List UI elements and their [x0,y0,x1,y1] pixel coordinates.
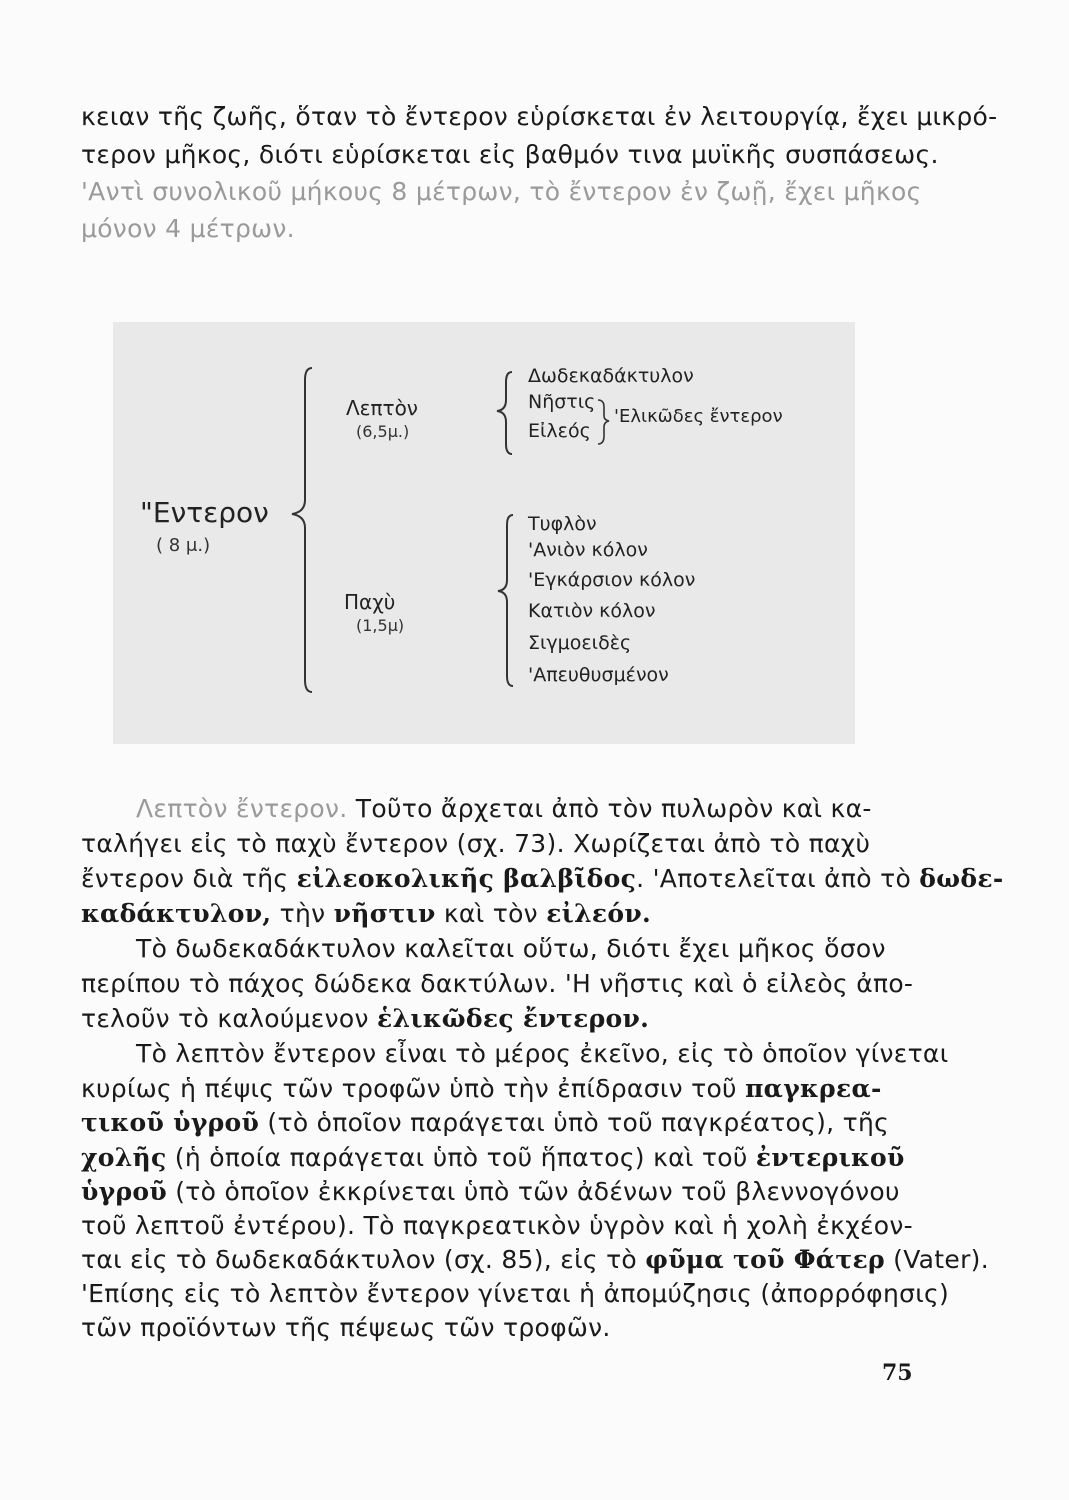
diagram-thin-part: Δωδεκαδάκτυλον [528,365,694,387]
diagram-thin-part: Νῆστις [528,391,596,413]
body-line: τελοῦν τὸ καλούμενον ἑλικῶδες ἔντερον. [81,1004,650,1033]
page-number: 75 [882,1360,913,1386]
diagram-thick-part: 'Ανιὸν κόλον [528,539,648,561]
body-line: κυρίως ἡ πέψις τῶν τροφῶν ὑπὸ τὴν ἐπίδρασιν τοῦ παγκρεα- [81,1074,882,1103]
top-line-1: κειαν τῆς ζωῆς, ὅταν τὸ ἔντερον εὑρίσκεται ἐν λειτουργίᾳ, ἔχει μικρό- [81,102,998,131]
body-line: περίπου τὸ πάχος δώδεκα δακτύλων. 'Η νῆστις καὶ ὁ εἰλεὸς ἀπο- [81,969,914,998]
body-line: τικοῦ ὑγροῦ (τὸ ὁποῖον παράγεται ὑπὸ τοῦ παγκρέατος), τῆς [81,1108,890,1137]
body-line: Τὸ λεπτὸν ἔντερον εἶναι τὸ μέρος ἐκεῖνο, εἰς τὸ ὁποῖον γίνεται [136,1039,949,1068]
body-line: ὑγροῦ (τὸ ὁποῖον ἐκκρίνεται ὑπὸ τῶν ἀδένων τοῦ βλεννογόνου [81,1177,900,1206]
section-heading: Λεπτὸν ἔντερον. [136,794,348,823]
diagram-root: "Εντερον [140,496,269,529]
body-line: ἔντερον διὰ τῆς εἰλεοκολικῆς βαλβῖδος. 'Αποτελεῖται ἀπὸ τὸ δωδε- [81,864,1004,893]
diagram-root-size: ( 8 μ.) [156,535,211,556]
diagram-thin-size: (6,5μ.) [356,422,410,441]
body-line: Λεπτὸν ἔντερον. Τοῦτο ἄρχεται ἀπὸ τὸν πυλωρὸν καὶ κα- [136,794,872,823]
top-line-3: 'Αντὶ συνολικοῦ μήκους 8 μέτρων, τὸ ἔντερον ἐν ζωῇ, ἔχει μῆκος [81,177,922,206]
body-line: τοῦ λεπτοῦ ἐντέρου). Τὸ παγκρεατικὸν ὑγρὸν καὶ ἡ χολὴ ἐκχέον- [81,1211,913,1240]
body-line: Τὸ δωδεκαδάκτυλον καλεῖται οὕτω, διότι ἔχει μῆκος ὅσον [136,934,886,963]
diagram-thick-part: 'Εγκάρσιον κόλον [528,569,696,591]
diagram-thick-size: (1,5μ) [356,616,405,635]
diagram-thin-part: Εἰλεός [528,420,591,442]
diagram-thick-part: Σιγμοειδὲς [528,632,632,654]
body-line: ταλήγει εἰς τὸ παχὺ ἔντερον (σχ. 73). Χωρίζεται ἀπὸ τὸ παχὺ [81,829,871,858]
body-line: ται εἰς τὸ δωδεκαδάκτυλον (σχ. 85), εἰς τὸ φῦμα τοῦ Φάτερ (Vater). [81,1245,989,1274]
body-line: 'Επίσης εἰς τὸ λεπτὸν ἔντερον γίνεται ἡ ἀπομύζησις (ἀπορρόφησις) [81,1279,950,1308]
diagram-thick-part: Τυφλὸν [528,513,597,535]
diagram-thick-part: 'Απευθυσμένον [528,664,669,686]
body-line: καδάκτυλον, τὴν νῆστιν καὶ τὸν εἰλεόν. [81,899,652,928]
body-line: χολῆς (ἡ ὁποία παράγεται ὑπὸ τοῦ ἥπατος) καὶ τοῦ ἐντερικοῦ [81,1143,905,1172]
diagram-thin: Λεπτὸν [346,396,418,420]
body-line: τῶν προϊόντων τῆς πέψεως τῶν τροφῶν. [81,1313,611,1342]
top-line-4: μόνον 4 μέτρων. [81,214,295,243]
diagram-thick: Παχὺ [344,590,396,614]
diagram-thick-part: Κατιὸν κόλον [528,600,656,622]
top-line-2: τερον μῆκος, διότι εὑρίσκεται εἰς βαθμόν τινα μυϊκῆς συσπάσεως. [81,140,939,169]
diagram-helical: 'Ελικῶδες ἔντερον [614,406,783,427]
